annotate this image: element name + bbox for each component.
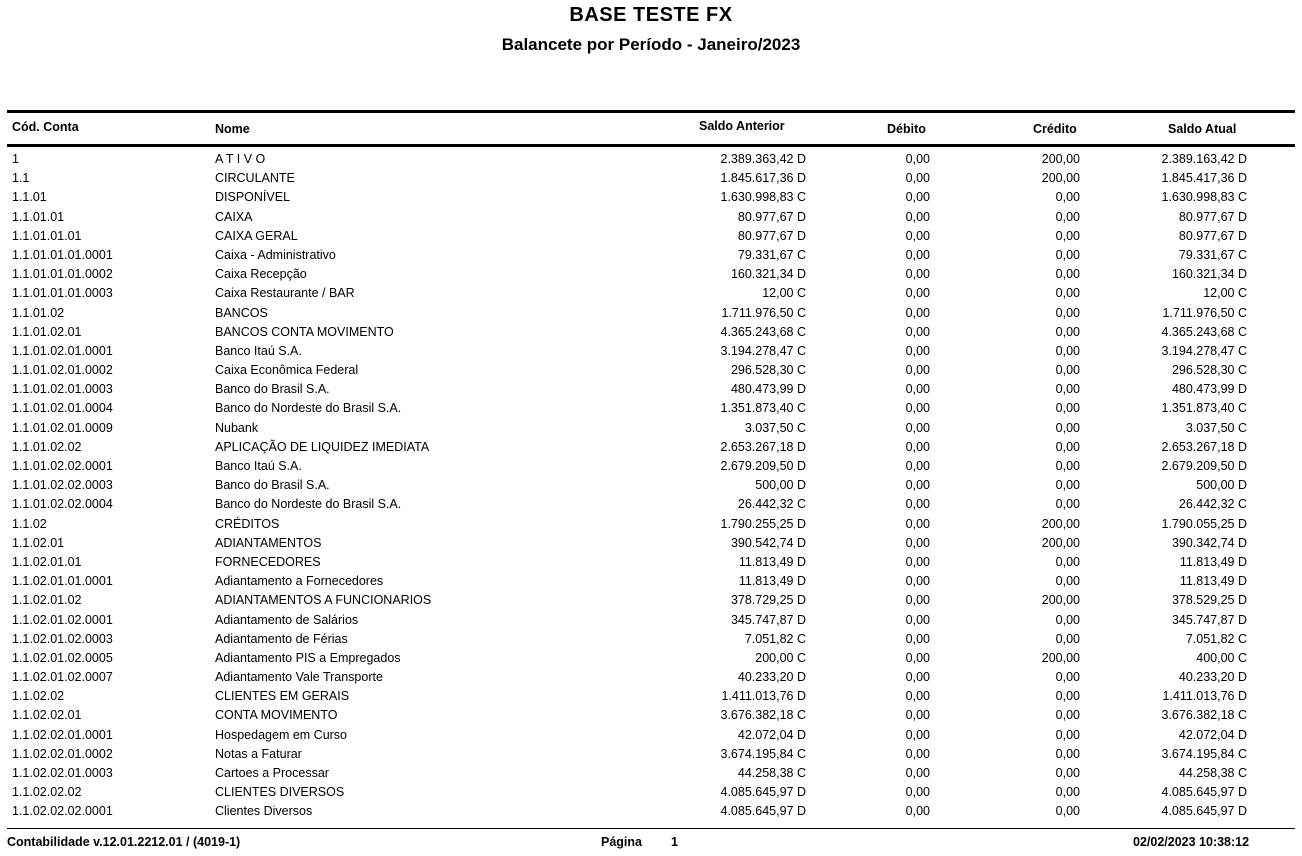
credit-value: 0,00 xyxy=(1055,343,1080,358)
debit-value: 0,00 xyxy=(905,478,930,493)
account-name: Caixa Restaurante / BAR xyxy=(215,286,355,301)
credit-value: 200,00 xyxy=(1041,152,1080,166)
debit-value: 0,00 xyxy=(905,459,930,473)
account-name: Adiantamento a Fornecedores xyxy=(215,574,384,589)
account-code: 1.1.02.01.02.0003 xyxy=(12,631,113,646)
account-name: A T I V O xyxy=(215,152,266,166)
table-row xyxy=(0,688,1302,707)
table-row xyxy=(0,765,1302,784)
account-name: ADIANTAMENTOS xyxy=(215,535,322,550)
previous-balance: 390.542,74 D xyxy=(730,535,806,550)
account-code: 1 xyxy=(12,152,19,166)
table-row xyxy=(0,362,1302,381)
account-code: 1.1.01.01.01.0002 xyxy=(12,267,113,282)
current-balance: 160.321,34 D xyxy=(1171,267,1247,282)
account-code: 1.1.01.02.01.0009 xyxy=(12,420,113,435)
table-row xyxy=(0,343,1302,362)
previous-balance: 480.473,99 D xyxy=(730,382,806,397)
account-name: CAIXA xyxy=(215,209,253,224)
previous-balance: 7.051,82 C xyxy=(744,631,806,646)
credit-value: 0,00 xyxy=(1055,228,1080,243)
account-name: Banco Itaú S.A. xyxy=(215,343,302,358)
credit-value: 0,00 xyxy=(1055,478,1080,493)
credit-value: 0,00 xyxy=(1055,689,1080,704)
previous-balance: 26.442,32 C xyxy=(737,497,806,512)
debit-value: 0,00 xyxy=(905,401,930,416)
table-row xyxy=(0,189,1302,208)
current-balance: 390.342,74 D xyxy=(1171,535,1247,550)
credit-value: 0,00 xyxy=(1055,420,1080,435)
header-current-balance: Saldo Atual xyxy=(1168,122,1237,136)
current-balance: 40.233,20 D xyxy=(1178,670,1247,685)
debit-value: 0,00 xyxy=(905,324,930,339)
debit-value: 0,00 xyxy=(905,631,930,646)
debit-value: 0,00 xyxy=(905,593,930,608)
debit-value: 0,00 xyxy=(905,497,930,512)
account-code: 1.1.02.01 xyxy=(12,535,65,550)
account-code: 1.1.02.02.02.0001 xyxy=(12,804,113,819)
account-code: 1.1.01.02.01.0001 xyxy=(12,343,113,358)
previous-balance: 4.085.645,97 D xyxy=(720,785,806,800)
account-name: CRÉDITOS xyxy=(215,516,280,531)
table-row xyxy=(0,458,1302,477)
account-code: 1.1.01.02.02.0001 xyxy=(12,459,113,473)
account-name: BANCOS xyxy=(215,305,268,320)
debit-value: 0,00 xyxy=(905,152,930,166)
account-code: 1.1.01.02 xyxy=(12,305,65,320)
table-row xyxy=(0,285,1302,304)
account-code: 1.1.01.02.02 xyxy=(12,439,82,454)
footer-rule xyxy=(7,828,1295,829)
current-balance: 296.528,30 C xyxy=(1171,363,1247,378)
current-balance: 44.258,38 C xyxy=(1178,766,1247,780)
account-name: Banco Itaú S.A. xyxy=(215,459,302,473)
table-row xyxy=(0,535,1302,554)
table-row xyxy=(0,420,1302,439)
previous-balance: 42.072,04 D xyxy=(737,727,806,742)
previous-balance: 160.321,34 D xyxy=(730,267,806,282)
table-row xyxy=(0,496,1302,515)
previous-balance: 3.037,50 C xyxy=(744,420,806,435)
credit-value: 0,00 xyxy=(1055,670,1080,685)
table-row xyxy=(0,228,1302,247)
table-row xyxy=(0,477,1302,496)
account-name: Caixa Recepção xyxy=(215,267,307,282)
debit-value: 0,00 xyxy=(905,785,930,800)
header-debit: Débito xyxy=(887,122,926,136)
current-balance: 480.473,99 D xyxy=(1171,382,1247,397)
previous-balance: 1.711.976,50 C xyxy=(721,305,806,320)
table-row xyxy=(0,439,1302,458)
table-row xyxy=(0,554,1302,573)
header-credit: Crédito xyxy=(1033,122,1077,136)
account-code: 1.1.02.02.01 xyxy=(12,708,82,723)
credit-value: 0,00 xyxy=(1055,727,1080,742)
table-row xyxy=(0,746,1302,765)
debit-value: 0,00 xyxy=(905,535,930,550)
current-balance: 1.630.998,83 C xyxy=(1161,190,1247,205)
debit-value: 0,00 xyxy=(905,286,930,301)
account-name: Clientes Diversos xyxy=(215,804,313,819)
debit-value: 0,00 xyxy=(905,305,930,320)
credit-value: 0,00 xyxy=(1055,363,1080,378)
current-balance: 345.747,87 D xyxy=(1171,612,1247,627)
previous-balance: 79.331,67 C xyxy=(737,247,806,262)
footer-page-label: Página xyxy=(601,835,642,849)
current-balance: 4.365.243,68 C xyxy=(1161,324,1247,339)
account-name: Adiantamento de Salários xyxy=(215,612,359,627)
current-balance: 79.331,67 C xyxy=(1178,247,1247,262)
current-balance: 1.411.013,76 D xyxy=(1162,689,1247,704)
credit-value: 0,00 xyxy=(1055,305,1080,320)
credit-value: 200,00 xyxy=(1041,516,1080,531)
account-code: 1.1.02.02.01.0002 xyxy=(12,746,113,761)
credit-value: 0,00 xyxy=(1055,324,1080,339)
debit-value: 0,00 xyxy=(905,247,930,262)
account-name: Banco do Nordeste do Brasil S.A. xyxy=(215,401,402,416)
account-code: 1.1.02.01.02.0001 xyxy=(12,612,113,627)
debit-value: 0,00 xyxy=(905,516,930,531)
footer-timestamp: 02/02/2023 10:38:12 xyxy=(1133,835,1250,849)
account-name: FORNECEDORES xyxy=(215,554,321,569)
top-rule xyxy=(7,110,1295,113)
credit-value: 0,00 xyxy=(1055,708,1080,723)
table-row xyxy=(0,707,1302,726)
credit-value: 0,00 xyxy=(1055,766,1080,780)
account-name: CLIENTES EM GERAIS xyxy=(215,689,350,704)
company-title: BASE TESTE FX xyxy=(569,4,733,26)
credit-value: 0,00 xyxy=(1055,497,1080,512)
current-balance: 1.790.055,25 D xyxy=(1161,516,1247,531)
debit-value: 0,00 xyxy=(905,420,930,435)
account-code: 1.1.01.02.01.0003 xyxy=(12,382,113,397)
account-code: 1.1.01.02.02.0004 xyxy=(12,497,113,512)
account-name: Banco do Nordeste do Brasil S.A. xyxy=(215,497,402,512)
previous-balance: 80.977,67 D xyxy=(737,209,806,224)
account-table xyxy=(0,151,1302,823)
current-balance: 11.813,49 D xyxy=(1179,574,1247,589)
previous-balance: 3.676.382,18 C xyxy=(720,708,806,723)
account-name: Banco do Brasil S.A. xyxy=(215,382,330,397)
current-balance: 2.679.209,50 D xyxy=(1161,459,1247,473)
previous-balance: 1.845.617,36 D xyxy=(720,171,806,186)
previous-balance: 3.674.195,84 C xyxy=(720,746,806,761)
current-balance: 3.674.195,84 C xyxy=(1161,746,1247,761)
table-row xyxy=(0,381,1302,400)
account-code: 1.1.02.01.02.0005 xyxy=(12,650,113,665)
footer-version: Contabilidade v.12.01.2212.01 / (4019-1) xyxy=(7,835,241,849)
debit-value: 0,00 xyxy=(905,343,930,358)
credit-value: 0,00 xyxy=(1055,804,1080,819)
table-row xyxy=(0,400,1302,419)
report-title: Balancete por Período - Janeiro/2023 xyxy=(501,35,801,54)
debit-value: 0,00 xyxy=(905,209,930,224)
debit-value: 0,00 xyxy=(905,766,930,780)
account-code: 1.1.02.02 xyxy=(12,689,65,704)
credit-value: 0,00 xyxy=(1055,190,1080,205)
debit-value: 0,00 xyxy=(905,689,930,704)
account-code: 1.1.01.02.01 xyxy=(12,324,82,339)
account-code: 1.1.01.02.02.0003 xyxy=(12,478,113,493)
account-name: Cartoes a Processar xyxy=(215,766,329,780)
debit-value: 0,00 xyxy=(905,267,930,282)
previous-balance: 500,00 D xyxy=(755,478,806,493)
debit-value: 0,00 xyxy=(905,727,930,742)
debit-value: 0,00 xyxy=(905,708,930,723)
current-balance: 7.051,82 C xyxy=(1185,631,1247,646)
current-balance: 11.813,49 D xyxy=(1179,554,1247,569)
previous-balance: 11.813,49 D xyxy=(738,574,806,589)
debit-value: 0,00 xyxy=(905,650,930,665)
account-code: 1.1.01.01.01.0003 xyxy=(12,286,113,301)
table-row xyxy=(0,727,1302,746)
current-balance: 3.676.382,18 C xyxy=(1161,708,1247,723)
credit-value: 200,00 xyxy=(1041,593,1080,608)
table-row xyxy=(0,247,1302,266)
current-balance: 4.085.645,97 D xyxy=(1161,804,1247,819)
previous-balance: 2.679.209,50 D xyxy=(720,459,806,473)
previous-balance: 2.653.267,18 D xyxy=(720,439,806,454)
current-balance: 3.194.278,47 C xyxy=(1161,343,1247,358)
table-row xyxy=(0,305,1302,324)
account-code: 1.1.01.01.01.0001 xyxy=(12,247,113,262)
account-code: 1.1.02.02.01.0001 xyxy=(12,727,113,742)
account-name: BANCOS CONTA MOVIMENTO xyxy=(215,324,394,339)
current-balance: 12,00 C xyxy=(1203,286,1247,301)
previous-balance: 200,00 C xyxy=(755,650,806,665)
debit-value: 0,00 xyxy=(905,382,930,397)
debit-value: 0,00 xyxy=(905,554,930,569)
current-balance: 80.977,67 D xyxy=(1178,209,1247,224)
table-row xyxy=(0,573,1302,592)
debit-value: 0,00 xyxy=(905,612,930,627)
account-code: 1.1.02.01.01 xyxy=(12,554,82,569)
table-row xyxy=(0,209,1302,228)
account-name: CLIENTES DIVERSOS xyxy=(215,785,345,800)
header-code: Cód. Conta xyxy=(12,120,79,134)
table-row xyxy=(0,151,1302,170)
credit-value: 0,00 xyxy=(1055,459,1080,473)
current-balance: 500,00 D xyxy=(1196,478,1247,493)
previous-balance: 12,00 C xyxy=(762,286,806,301)
current-balance: 2.389.163,42 D xyxy=(1161,152,1247,166)
debit-value: 0,00 xyxy=(905,439,930,454)
debit-value: 0,00 xyxy=(905,363,930,378)
table-row xyxy=(0,592,1302,611)
credit-value: 0,00 xyxy=(1055,631,1080,646)
account-name: Caixa Econômica Federal xyxy=(215,363,359,378)
account-code: 1.1.02.02.01.0003 xyxy=(12,766,113,780)
header-previous-balance: Saldo Anterior xyxy=(699,119,785,133)
account-name: Hospedagem em Curso xyxy=(215,727,348,742)
previous-balance: 44.258,38 C xyxy=(737,766,806,780)
previous-balance: 378.729,25 D xyxy=(730,593,806,608)
account-code: 1.1.01.01 xyxy=(12,209,65,224)
table-row xyxy=(0,324,1302,343)
previous-balance: 1.351.873,40 C xyxy=(720,401,806,416)
credit-value: 0,00 xyxy=(1055,286,1080,301)
debit-value: 0,00 xyxy=(905,804,930,819)
current-balance: 4.085.645,97 D xyxy=(1161,785,1247,800)
previous-balance: 3.194.278,47 C xyxy=(720,343,806,358)
current-balance: 26.442,32 C xyxy=(1178,497,1247,512)
table-row xyxy=(0,669,1302,688)
credit-value: 0,00 xyxy=(1055,382,1080,397)
account-name: APLICAÇÃO DE LIQUIDEZ IMEDIATA xyxy=(215,439,430,454)
previous-balance: 40.233,20 D xyxy=(737,670,806,685)
table-row xyxy=(0,266,1302,285)
credit-value: 0,00 xyxy=(1055,612,1080,627)
account-name: ADIANTAMENTOS A FUNCIONARIOS xyxy=(215,593,432,608)
previous-balance: 4.365.243,68 C xyxy=(720,324,806,339)
previous-balance: 296.528,30 C xyxy=(730,363,806,378)
credit-value: 0,00 xyxy=(1055,209,1080,224)
account-name: CONTA MOVIMENTO xyxy=(215,708,338,723)
account-name: Caixa - Administrativo xyxy=(215,247,336,262)
previous-balance: 11.813,49 D xyxy=(738,554,806,569)
account-name: Nubank xyxy=(215,420,259,435)
header-rule xyxy=(7,144,1295,147)
account-code: 1.1 xyxy=(12,171,30,186)
credit-value: 0,00 xyxy=(1055,746,1080,761)
account-code: 1.1.02 xyxy=(12,516,47,531)
current-balance: 1.845.417,36 D xyxy=(1161,171,1247,186)
account-code: 1.1.02.02.02 xyxy=(12,785,82,800)
current-balance: 3.037,50 C xyxy=(1185,420,1247,435)
credit-value: 200,00 xyxy=(1041,650,1080,665)
credit-value: 0,00 xyxy=(1055,439,1080,454)
table-row xyxy=(0,631,1302,650)
header-name: Nome xyxy=(215,122,250,136)
debit-value: 0,00 xyxy=(905,190,930,205)
account-name: Adiantamento de Férias xyxy=(215,631,348,646)
credit-value: 200,00 xyxy=(1041,171,1080,186)
previous-balance: 1.790.255,25 D xyxy=(720,516,806,531)
current-balance: 80.977,67 D xyxy=(1178,228,1247,243)
account-code: 1.1.02.01.02.0007 xyxy=(12,670,113,685)
credit-value: 0,00 xyxy=(1055,267,1080,282)
account-name: CIRCULANTE xyxy=(215,171,295,186)
current-balance: 2.653.267,18 D xyxy=(1161,439,1247,454)
table-row xyxy=(0,784,1302,803)
account-name: DISPONÍVEL xyxy=(215,190,291,205)
previous-balance: 345.747,87 D xyxy=(730,612,806,627)
account-name: CAIXA GERAL xyxy=(215,228,298,243)
current-balance: 400,00 C xyxy=(1196,650,1247,665)
credit-value: 0,00 xyxy=(1055,401,1080,416)
credit-value: 0,00 xyxy=(1055,785,1080,800)
account-name: Adiantamento PIS a Empregados xyxy=(215,650,401,665)
table-row xyxy=(0,650,1302,669)
footer-page-number: 1 xyxy=(671,835,678,849)
account-code: 1.1.01 xyxy=(12,190,47,205)
current-balance: 378.529,25 D xyxy=(1171,593,1247,608)
account-code: 1.1.02.01.01.0001 xyxy=(12,574,113,589)
debit-value: 0,00 xyxy=(905,746,930,761)
account-name: Notas a Faturar xyxy=(215,746,302,761)
account-code: 1.1.02.01.02 xyxy=(12,593,82,608)
debit-value: 0,00 xyxy=(905,670,930,685)
credit-value: 200,00 xyxy=(1041,535,1080,550)
previous-balance: 1.630.998,83 C xyxy=(720,190,806,205)
account-name: Banco do Brasil S.A. xyxy=(215,478,330,493)
current-balance: 1.351.873,40 C xyxy=(1161,401,1247,416)
current-balance: 1.711.976,50 C xyxy=(1162,305,1247,320)
previous-balance: 80.977,67 D xyxy=(737,228,806,243)
table-row xyxy=(0,170,1302,189)
debit-value: 0,00 xyxy=(905,228,930,243)
debit-value: 0,00 xyxy=(905,171,930,186)
credit-value: 0,00 xyxy=(1055,247,1080,262)
previous-balance: 2.389.363,42 D xyxy=(720,152,806,166)
previous-balance: 4.085.645,97 D xyxy=(720,804,806,819)
table-row xyxy=(0,516,1302,535)
credit-value: 0,00 xyxy=(1055,574,1080,589)
credit-value: 0,00 xyxy=(1055,554,1080,569)
debit-value: 0,00 xyxy=(905,574,930,589)
current-balance: 42.072,04 D xyxy=(1178,727,1247,742)
account-code: 1.1.01.02.01.0002 xyxy=(12,363,113,378)
table-row xyxy=(0,612,1302,631)
table-row xyxy=(0,803,1302,822)
previous-balance: 1.411.013,76 D xyxy=(721,689,806,704)
account-name: Adiantamento Vale Transporte xyxy=(215,670,383,685)
account-code: 1.1.01.01.01 xyxy=(12,228,82,243)
account-code: 1.1.01.02.01.0004 xyxy=(12,401,113,416)
